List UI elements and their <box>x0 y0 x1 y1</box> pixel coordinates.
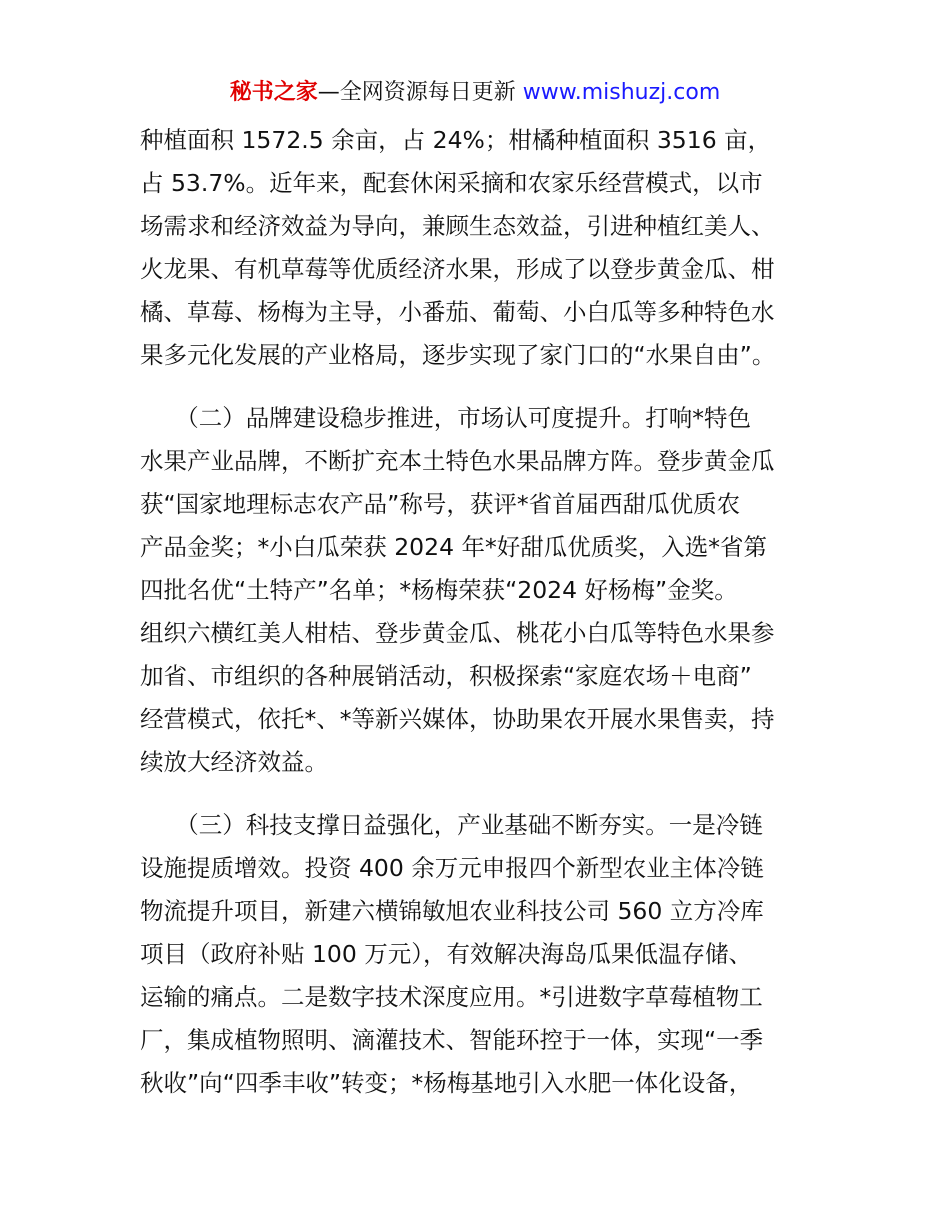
site-url-link[interactable]: www.mishuzj.com <box>522 80 721 105</box>
text-line: 厂，集成植物照明、滴灌技术、智能环控于一体，实现“一季 <box>140 1026 764 1054</box>
text-line: 项目（政府补贴 100 万元），有效解决海岛瓜果低温存储、 <box>140 940 753 968</box>
text-line: 种植面积 1572.5 余亩，占 24%；柑橘种植面积 3516 亩， <box>140 126 772 154</box>
paragraph-gap <box>140 784 840 804</box>
text-line: 运输的痛点。二是数字技术深度应用。*引进数字草莓植物工 <box>140 983 763 1011</box>
text-line: 火龙果、有机草莓等优质经济水果，形成了以登步黄金瓜、柑 <box>140 255 775 283</box>
text-line: 物流提升项目，新建六横锦敏旭农业科技公司 560 立方冷库 <box>140 897 764 925</box>
document-body <box>140 119 840 1105</box>
site-tagline: —全网资源每日更新 <box>317 80 523 105</box>
text-line: 设施提质增效。投资 400 余万元申报四个新型农业主体冷链 <box>140 854 764 882</box>
text-line: 水果产业品牌，不断扩充本土特色水果品牌方阵。登步黄金瓜 <box>140 447 775 475</box>
text-line: 获“国家地理标志农产品”称号，获评*省首届西甜瓜优质农 <box>140 490 741 518</box>
paragraph-3 <box>140 804 840 1105</box>
text-line: 占 53.7%。近年来，配套休闲采摘和农家乐经营模式，以市 <box>140 169 763 197</box>
page-header <box>0 78 950 108</box>
text-line: 经营模式，依托*、*等新兴媒体，协助果农开展水果售卖，持 <box>140 705 775 733</box>
text-line: 果多元化发展的产业格局，逐步实现了家门口的“水果自由”。 <box>140 341 776 369</box>
text-line: 秋收”向“四季丰收”转变；*杨梅基地引入水肥一体化设备， <box>140 1069 753 1097</box>
text-line: 场需求和经济效益为导向，兼顾生态效益，引进种植红美人、 <box>140 212 775 240</box>
text-line: 加省、市组织的各种展销活动，积极探索“家庭农场＋电商” <box>140 662 752 690</box>
paragraph-gap <box>140 377 840 397</box>
paragraph-2 <box>140 397 840 784</box>
text-line: 组织六横红美人柑桔、登步黄金瓜、桃花小白瓜等特色水果参 <box>140 619 775 647</box>
paragraph-1 <box>140 119 840 377</box>
text-line: （二）品牌建设稳步推进，市场认可度提升。打响*特色 <box>140 404 751 432</box>
text-line: 产品金奖；*小白瓜荣获 2024 年*好甜瓜优质奖，入选*省第 <box>140 533 767 561</box>
text-line: （三）科技支撑日益强化，产业基础不断夯实。一是冷链 <box>140 811 763 839</box>
site-brand: 秘书之家 <box>229 80 318 105</box>
text-line: 续放大经济效益。 <box>140 748 328 776</box>
text-line: 四批名优“土特产”名单；*杨梅荣获“2024 好杨梅”金奖。 <box>140 576 738 604</box>
text-line: 橘、草莓、杨梅为主导，小番茄、葡萄、小白瓜等多种特色水 <box>140 298 775 326</box>
